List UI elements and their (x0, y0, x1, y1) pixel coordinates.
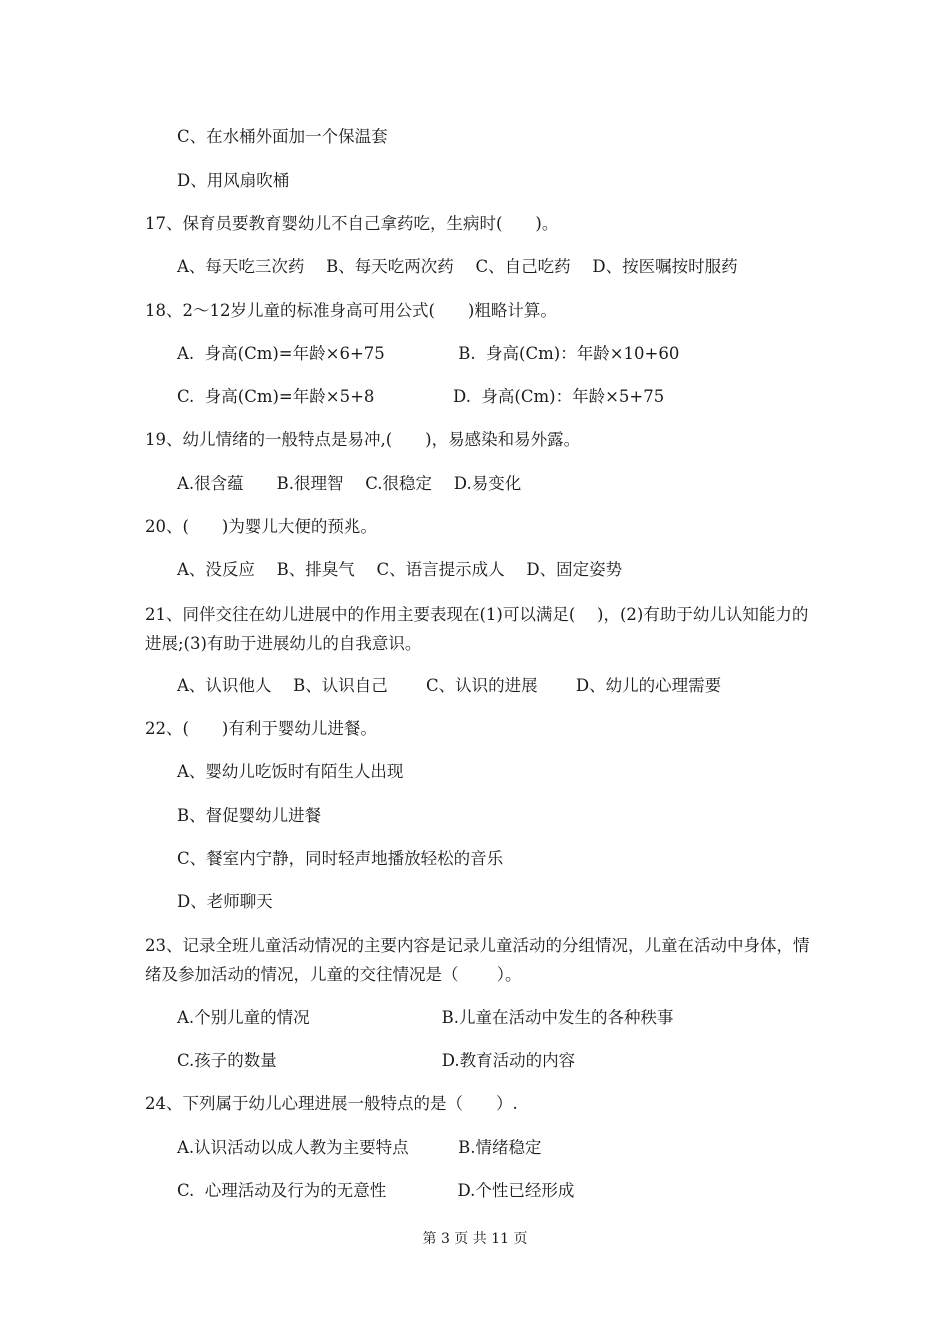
options-18-cd: C. 身高(Cm)=年龄×5+8 D. 身高(Cm)：年龄×5+75 (177, 387, 665, 406)
question-24: 24、下列属于幼儿心理进展一般特点的是（ ）. (145, 1094, 518, 1113)
option-22b: B、督促婴幼儿进餐 (177, 806, 322, 825)
options-23-cd: C.孩子的数量 D.教育活动的内容 (177, 1051, 576, 1070)
options-24-cd: C. 心理活动及行为的无意性 D.个性已经形成 (177, 1181, 575, 1200)
question-23: 23、记录全班儿童活动情况的主要内容是记录儿童活动的分组情况，儿童在活动中身体，情绪及参加活动的情况，儿童的交往情况是（ ）。 (145, 936, 810, 984)
question-17: 17、保育员要教育婴幼儿不自己拿药吃，生病时( )。 (145, 214, 559, 233)
option-22a: A、婴幼儿吃饭时有陌生人出现 (177, 762, 404, 781)
option-22c: C、餐室内宁静，同时轻声地播放轻松的音乐 (177, 849, 504, 868)
options-17: A、每天吃三次药 B、每天吃两次药 C、自己吃药 D、按医嘱按时服药 (177, 257, 738, 276)
options-23-ab: A.个别儿童的情况 B.儿童在活动中发生的各种秩事 (177, 1008, 674, 1027)
question-22: 22、( )有利于婴幼儿进餐。 (145, 719, 377, 738)
question-21: 21、同伴交往在幼儿进展中的作用主要表现在(1)可以满足( )，(2)有助于幼儿认知能力的进展;(3)有助于进展幼儿的自我意识。 (145, 605, 809, 653)
options-21: A、认识他人 B、认识自己 C、认识的进展 D、幼儿的心理需要 (177, 676, 722, 695)
options-19: A.很含蕴 B.很理智 C.很稳定 D.易变化 (177, 474, 522, 493)
question-20: 20、( )为婴儿大便的预兆。 (145, 517, 377, 536)
option-16d: D、用风扇吹桶 (177, 171, 290, 190)
option-16c: C、在水桶外面加一个保温套 (177, 127, 388, 146)
options-18-ab: A. 身高(Cm)=年龄×6+75 B. 身高(Cm)：年龄×10+60 (177, 344, 680, 363)
page-footer: 第 3 页 共 11 页 (422, 1231, 528, 1247)
question-18: 18、2～12岁儿童的标准身高可用公式( )粗略计算。 (145, 301, 557, 320)
question-19: 19、幼儿情绪的一般特点是易冲,( )，易感染和易外露。 (145, 430, 581, 449)
options-24-ab: A.认识活动以成人教为主要特点 B.情绪稳定 (177, 1138, 542, 1157)
option-22d: D、老师聊天 (177, 892, 273, 911)
options-20: A、没反应 B、排臭气 C、语言提示成人 D、固定姿势 (177, 560, 623, 579)
